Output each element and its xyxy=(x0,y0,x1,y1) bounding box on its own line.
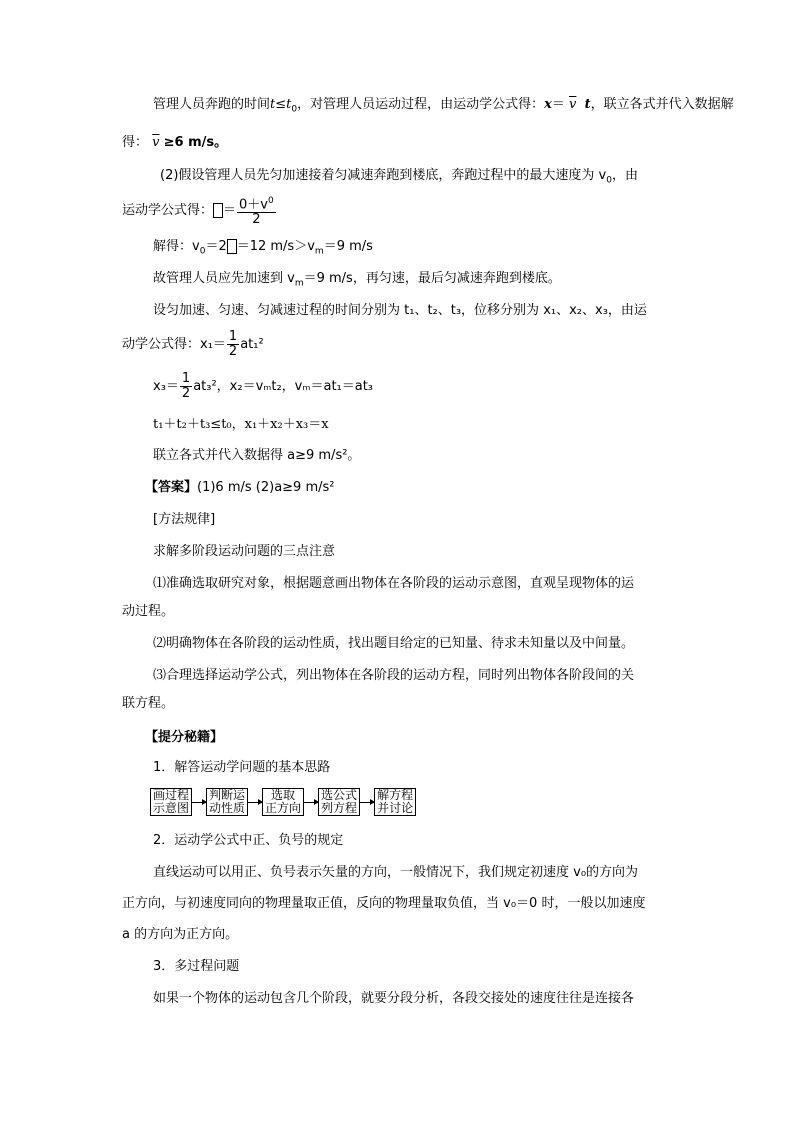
paragraph-x1 xyxy=(122,330,264,359)
tips-heading-1: 1．解答运动学问题的基本思路 xyxy=(153,760,331,775)
text-fragment: 运动学公式得： xyxy=(122,203,214,219)
text-fragment: t≤t xyxy=(270,97,292,112)
tips-sign-3: a 的方向为正方向。 xyxy=(122,927,239,942)
paragraph-x3 xyxy=(153,372,373,401)
paragraph-stages: 设匀加速、匀速、匀减速过程的时间分别为 t₁、t₂、t₃，位移分别为 x₁、x₂、x₃，由运 xyxy=(153,303,647,318)
flow-box xyxy=(318,788,360,816)
fraction-den: 2 xyxy=(228,344,238,359)
flow-box xyxy=(150,788,192,816)
paragraph-result-v xyxy=(122,134,227,152)
fraction xyxy=(180,372,192,401)
arrow-right-icon xyxy=(304,802,318,803)
text-fragment: x₃＝ xyxy=(153,379,179,394)
text-fragment: (2)假设管理人员先匀加速接着匀减速奔跑到楼底，奔跑过程中的最大速度为 v xyxy=(160,168,607,183)
text-fragment: x xyxy=(544,97,552,112)
text-fragment: ，联立各式并代入数据解 xyxy=(590,97,734,112)
text-fragment: ＝ xyxy=(223,203,237,219)
tips-heading-2: 2．运动学公式中正、负号的规定 xyxy=(153,833,344,848)
flow-line: 示意图 xyxy=(153,801,190,815)
text-fragment: 管理人员奔跑的时间 xyxy=(153,97,271,112)
arrow-right-icon xyxy=(248,802,262,803)
flow-line: 动性质 xyxy=(209,801,246,815)
text-fragment: ＝9 m/s，再匀速，最后匀减速奔跑到楼底。 xyxy=(303,271,561,286)
text-fragment: 得： xyxy=(122,135,149,150)
method-item-2: ⑵明确物体在各阶段的运动性质，找出题目给定的已知量、待求未知量以及中间量。 xyxy=(153,636,635,651)
flow-line: 解方程 xyxy=(377,788,414,802)
flow-line: 画过程 xyxy=(153,788,190,802)
paragraph-formula-avg xyxy=(122,194,277,227)
paragraph-assumption xyxy=(160,167,638,190)
paragraph-sum: t₁＋t₂＋t₃≤t₀，x₁＋x₂＋x₃＝x xyxy=(153,417,329,432)
flow-box xyxy=(374,788,416,816)
text-fragment: at₁² xyxy=(240,337,264,352)
tips-multi-1: 如果一个物体的运动包含几个阶段，就要分段分析，各段交接处的速度往往是连接各 xyxy=(153,991,635,1006)
method-title: [方法规律] xyxy=(153,512,216,527)
text-fragment: 0＋v xyxy=(239,197,268,213)
arrow-right-icon xyxy=(360,802,374,803)
tips-sign-2: 正方向，与初速度同向的物理量取正值，反向的物理量取负值，当 v₀＝0 时，一般以加速度 xyxy=(122,896,646,911)
answer-line xyxy=(145,479,335,497)
method-item-1-cont: 动过程。 xyxy=(122,604,175,619)
subscript: 0 xyxy=(291,104,298,115)
tips-sign-1: 直线运动可以用正、负号表示矢量的方向，一般情况下，我们规定初速度 v₀的方向为 xyxy=(153,865,639,880)
subscript: m xyxy=(294,278,304,289)
method-item-3-cont: 联方程。 xyxy=(122,696,175,711)
paragraph-solve-v0 xyxy=(153,238,373,261)
fraction-num: 1 xyxy=(228,329,238,344)
tips-title: 【提分秘籍】 xyxy=(145,730,224,745)
text-fragment: ，对管理人员运动过程，由运动学公式得： xyxy=(297,97,545,112)
v-bar: $\overline{v}$ xyxy=(569,97,577,112)
subscript: 0 xyxy=(199,246,206,257)
text-fragment: t xyxy=(584,97,591,112)
text-fragment: ＝12 m/s＞v xyxy=(236,239,315,254)
fraction-den: 2 xyxy=(181,386,191,401)
method-intro: 求解多阶段运动问题的三点注意 xyxy=(153,544,336,559)
flow-line: 选取 xyxy=(271,788,296,802)
text-fragment: ＝9 m/s xyxy=(323,239,373,254)
subscript: 0 xyxy=(606,175,612,186)
text-fragment: ≥6 m/s。 xyxy=(163,135,228,150)
flow-box xyxy=(206,788,248,816)
superscript: 0 xyxy=(268,196,274,206)
text-fragment: at₃²，x₂＝vₘt₂，vₘ＝at₁＝at₃ xyxy=(193,379,374,394)
fraction-num: 1 xyxy=(181,371,191,386)
fraction-den: 2 xyxy=(252,212,261,228)
method-item-1: ⑴准确选取研究对象，根据题意画出物体在各阶段的运动示意图，直观呈现物体的运 xyxy=(153,576,635,591)
fraction-num xyxy=(237,194,276,213)
answer-text: (1)6 m/s (2)a≥9 m/s² xyxy=(197,480,335,495)
flowchart xyxy=(150,788,416,816)
flow-line: 列方程 xyxy=(321,801,358,815)
text-fragment: ＝ xyxy=(551,97,565,112)
text-fragment: ，由 xyxy=(611,168,638,183)
text-fragment: 解得：v xyxy=(153,239,200,254)
flow-line: 并讨论 xyxy=(377,801,414,815)
v-box xyxy=(213,203,223,218)
paragraph-conclusion: 联立各式并代入数据得 a≥9 m/s²。 xyxy=(153,448,361,463)
subscript: m xyxy=(314,246,324,257)
tips-heading-3: 3．多过程问题 xyxy=(153,959,240,974)
v-bar: $\overline{v}$ xyxy=(152,135,160,150)
flow-box xyxy=(262,788,304,816)
text-fragment: ＝2 xyxy=(205,239,227,254)
paragraph-time-condition xyxy=(153,96,734,119)
flow-line: 判断运 xyxy=(209,788,246,802)
answer-label: 【答案】 xyxy=(145,480,198,495)
text-fragment: 动学公式得：x₁＝ xyxy=(122,337,226,352)
fraction xyxy=(227,330,239,359)
text-fragment: 故管理人员应先加速到 v xyxy=(153,271,295,286)
flow-line: 选公式 xyxy=(321,788,358,802)
paragraph-plan xyxy=(153,270,561,293)
method-item-3: ⑶合理选择运动学公式，列出物体在各阶段的运动方程，同时列出物体各阶段间的关 xyxy=(153,668,635,683)
arrow-right-icon xyxy=(192,802,206,803)
flow-line: 正方向 xyxy=(265,801,302,815)
fraction xyxy=(237,194,276,227)
v-box xyxy=(227,239,237,254)
